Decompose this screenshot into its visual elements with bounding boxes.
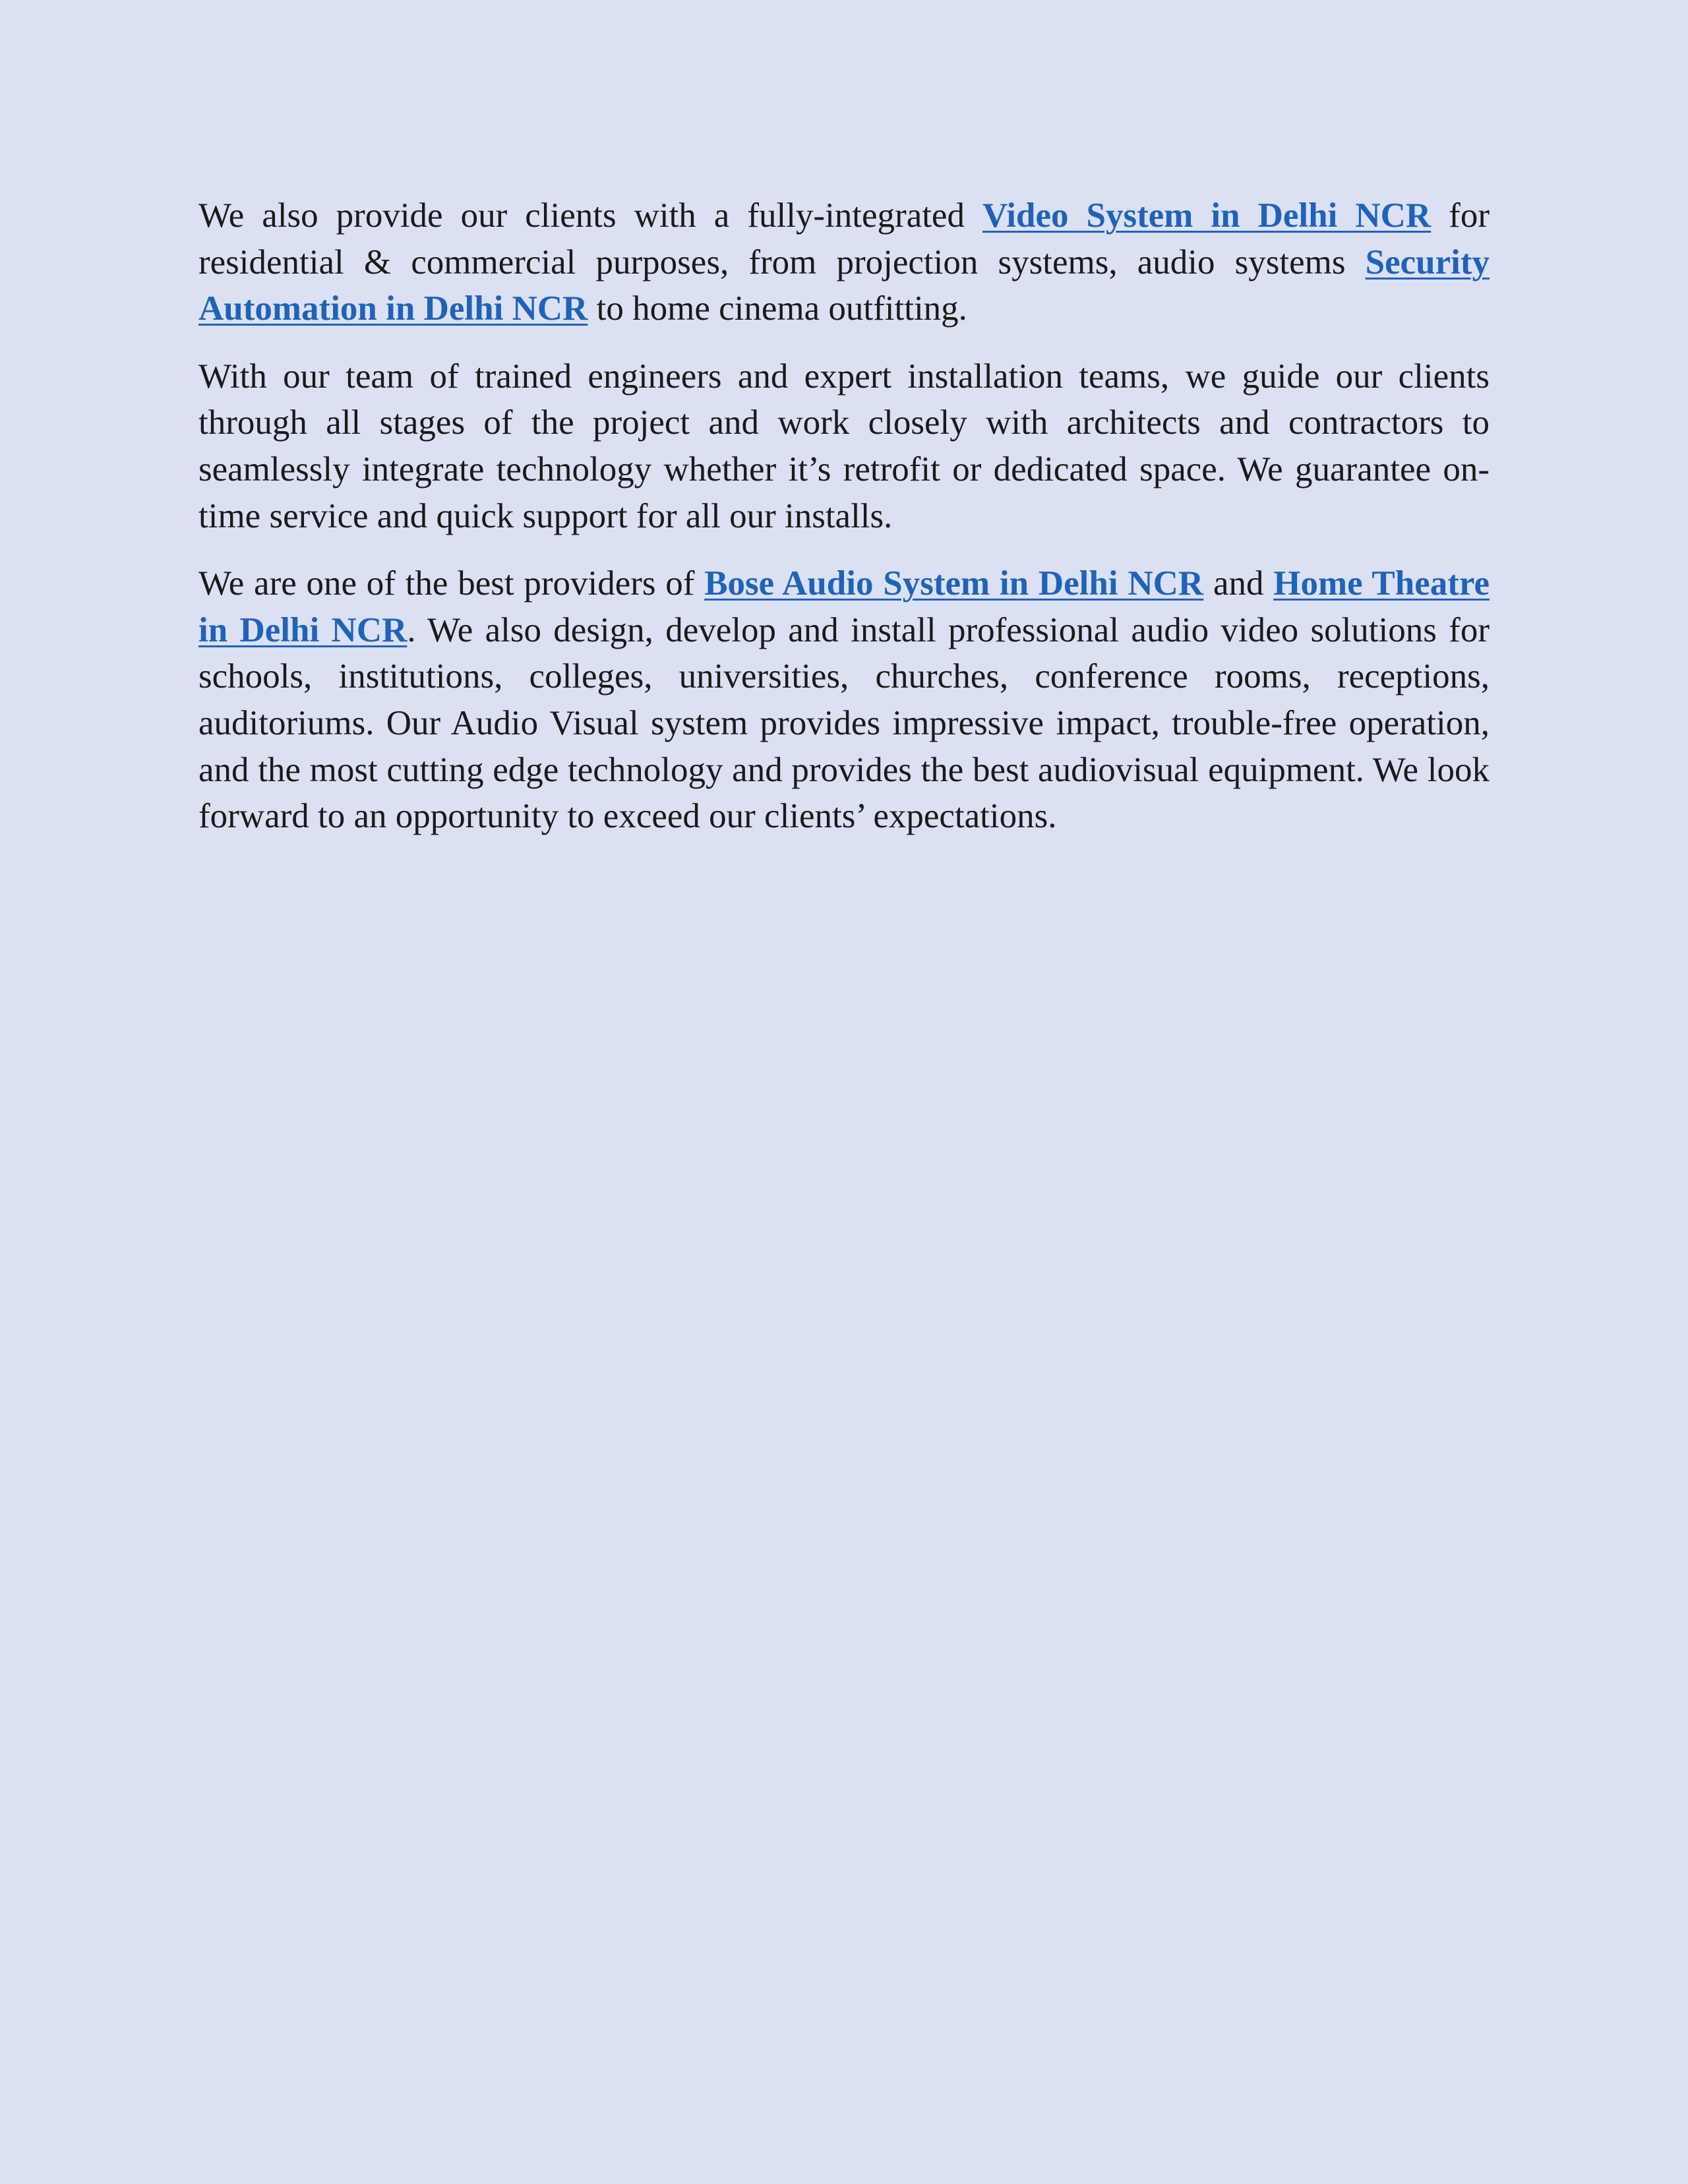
paragraph-text: to home cinema outfitting. <box>588 289 967 328</box>
link-home-theatre[interactable]: Home Theatre in Delhi NCR <box>198 564 1490 649</box>
paragraph-text: . We also design, develop and install professional audio video solutions for schools, institutions, colleges, universities, churches, conference rooms, receptions, auditoriums. Our Audio Visual system provides impressive impact, trouble-free operation, and the most cutting edge technology and provides the best audiovisual equipment. We look forward to an opportunity to exceed our clients’ expectations. <box>198 610 1490 836</box>
link-security-automation[interactable]: Security Automation in Delhi NCR <box>198 243 1490 328</box>
paragraph-text: and <box>1203 564 1274 603</box>
paragraph-text: We also provide our clients with a fully-integrated <box>198 196 982 235</box>
paragraph-video-systems <box>198 192 1490 332</box>
document-body <box>198 192 1490 861</box>
paragraph-text: We are one of the best providers of <box>198 564 705 603</box>
link-video-system[interactable]: Video System in Delhi NCR <box>982 196 1432 235</box>
paragraph-providers <box>198 560 1490 840</box>
link-bose-audio-system[interactable]: Bose Audio System in Delhi NCR <box>704 564 1204 603</box>
paragraph-text: for residential & commercial purposes, from projection systems, audio systems <box>198 196 1490 281</box>
paragraph-text: With our team of trained engineers and expert installation teams, we guide our clients through all stages of the project and work closely with architects and contractors to seamlessly integrate technology whether it’s retrofit or dedicated space. We guarantee on-time service and quick support for all our installs. <box>198 357 1490 535</box>
paragraph-team <box>198 353 1490 539</box>
